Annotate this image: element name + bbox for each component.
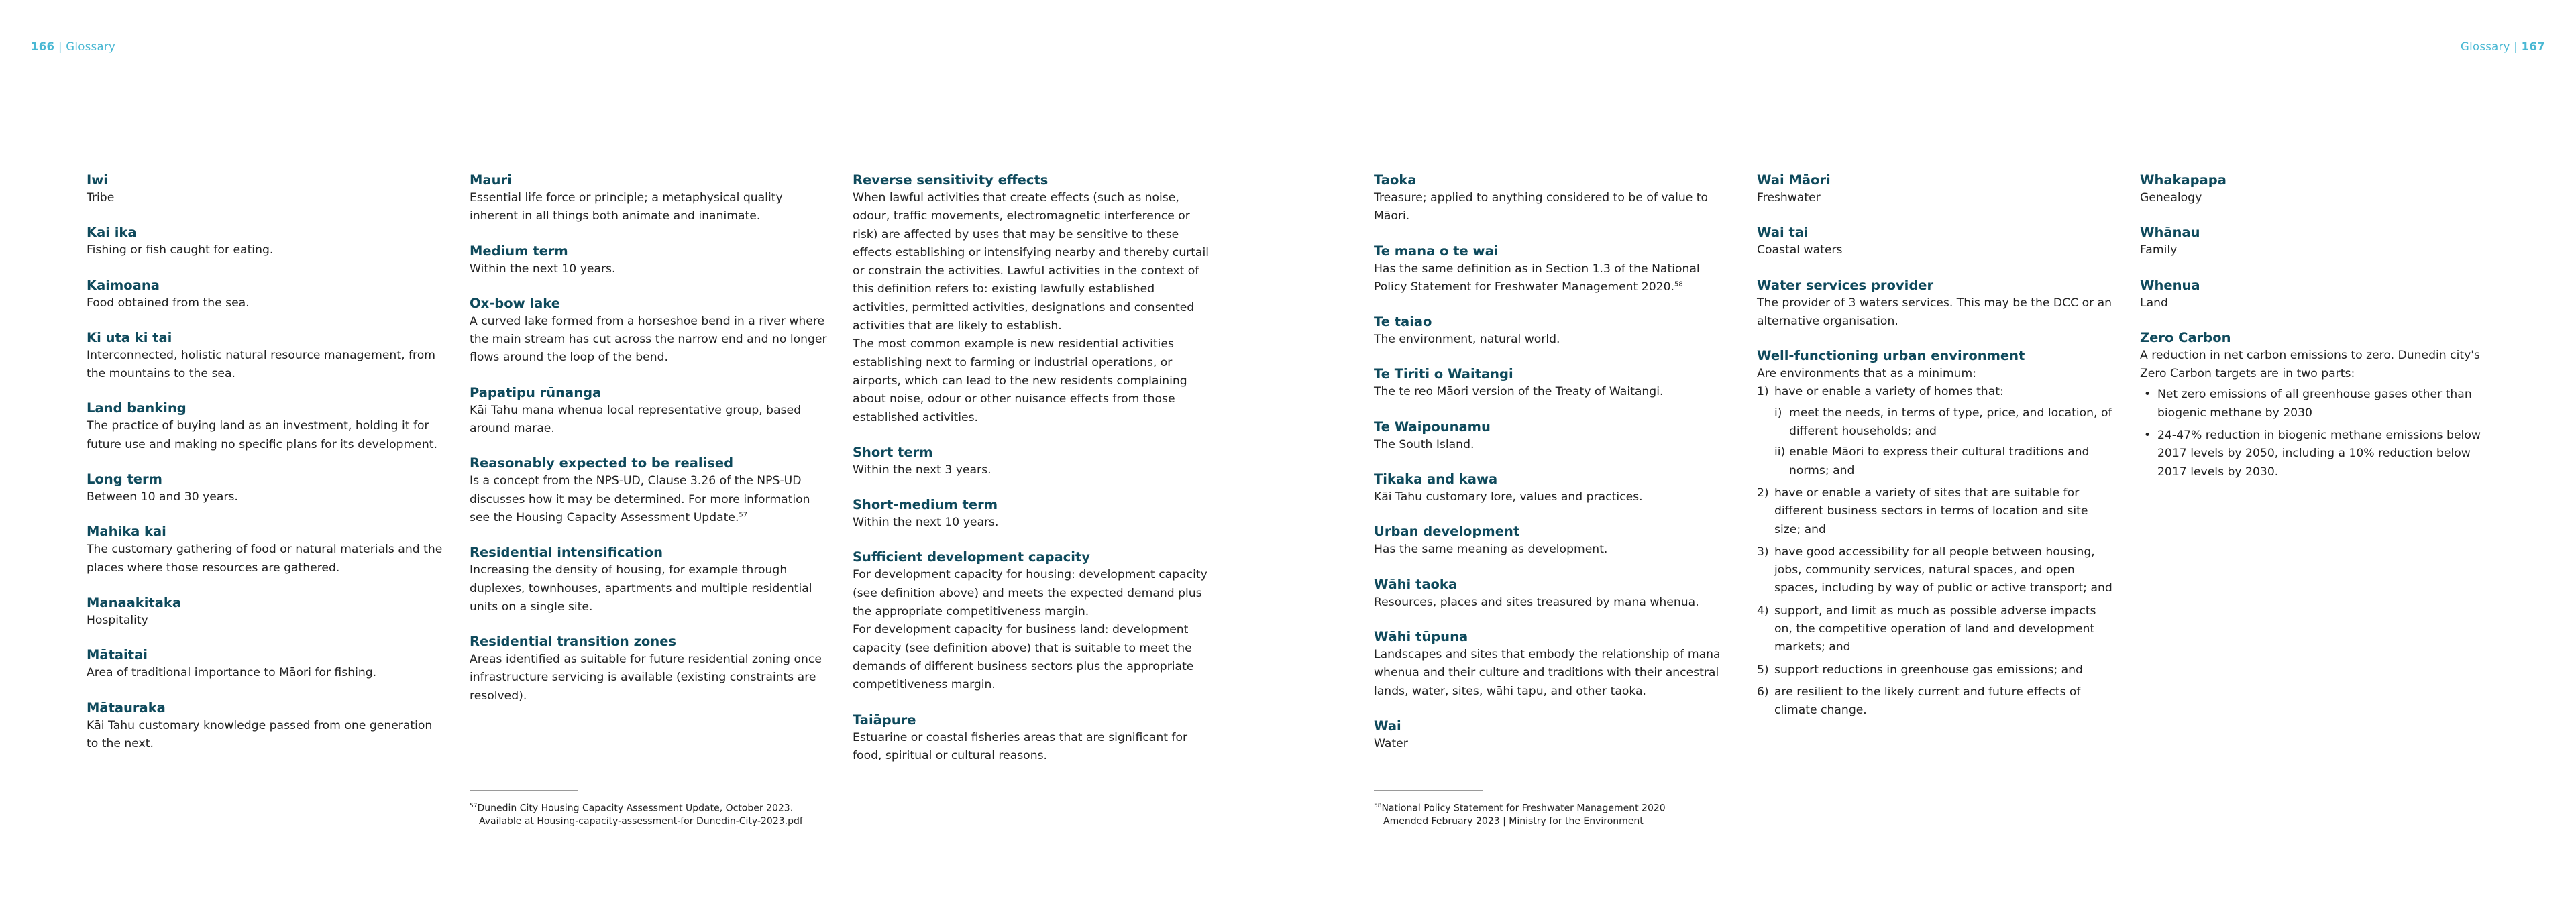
glossary-definition: Coastal waters	[1757, 243, 1843, 258]
glossary-term: Kai ika	[87, 225, 137, 241]
glossary-term: Te Tiriti o Waitangi	[1374, 366, 1513, 382]
folio-separator: |	[58, 40, 62, 53]
glossary-definition: Kāi Tahu customary lore, values and practices.	[1374, 490, 1643, 504]
glossary-definition: Within the next 3 years.	[853, 463, 991, 477]
glossary-definition: Treasure; applied to anything considered to be of value to Māori.	[1374, 191, 1709, 223]
glossary-term: Water services provider	[1757, 277, 1934, 293]
glossary-term: Te taiao	[1374, 314, 1432, 330]
right-page-number: 167	[2521, 40, 2545, 53]
sub-criteria-text: enable Māori to express their cultural traditions and norms; and	[1789, 445, 2090, 477]
glossary-column-1	[87, 171, 445, 769]
glossary-definition: When lawful activities that create effects (such as noise, odour, traffic movements, electromagnetic interference or risk) are affected by uses that may be sensitive to these effects establishing or intensifying nearby and thereby curtail or constrain the activities. Lawful activities in the context of this definition refers to: existing lawfully established activities, permitted activities, designations and consented activities that are likely to establish.	[853, 191, 1210, 333]
glossary-entry	[87, 171, 445, 207]
glossary-term: Tikaka and kawa	[1374, 471, 1498, 488]
glossary-definition: Hospitality	[87, 613, 148, 627]
glossary-term: Land banking	[87, 400, 186, 416]
criteria-text: are resilient to the likely current and future effects of climate change.	[1774, 685, 2081, 718]
glossary-term: Ox-bow lake	[470, 295, 560, 311]
glossary-entry	[853, 496, 1212, 532]
glossary-term: Urban development	[1374, 524, 1520, 540]
glossary-definition: The practice of buying land as an investment, holding it for future use and making no specific plans for its development.	[87, 419, 437, 451]
glossary-term: Whānau	[2140, 225, 2200, 241]
sub-criteria-number: i)	[1774, 406, 1782, 420]
criteria-text: have good accessibility for all people between housing, jobs, community services, natural spaces, and open spaces, including by way of public or active transport; and	[1774, 545, 2112, 595]
glossary-entry	[470, 454, 828, 527]
glossary-term: Short-medium term	[853, 497, 998, 513]
footnote-number: 57	[470, 803, 478, 809]
footnote-text: Amended February 2023 | Ministry for the Environment	[1383, 816, 1644, 828]
glossary-term: Whenua	[2140, 277, 2200, 293]
glossary-column-4	[1374, 171, 1733, 769]
glossary-definition: Within the next 10 years.	[853, 516, 999, 530]
glossary-definition: A curved lake formed from a horseshoe bend in a river where the main stream has cut across the narrow end and no longer flows around the loop of the bend.	[470, 314, 827, 365]
folio-separator: |	[2514, 40, 2518, 53]
criteria-item	[1757, 683, 2116, 720]
glossary-term: Taoka	[1374, 172, 1417, 188]
glossary-entry	[87, 470, 445, 506]
criteria-text: support, and limit as much as possible adverse impacts on, the competitive operation of land and development markets; and	[1774, 604, 2096, 655]
glossary-entry	[87, 699, 445, 754]
glossary-term: Medium term	[470, 243, 568, 259]
criteria-text: have or enable a variety of homes that:	[1774, 385, 2004, 399]
glossary-entry	[1757, 276, 2116, 331]
criteria-item	[1757, 383, 2116, 479]
glossary-definition: The most common example is new residential activities establishing next to farming or industrial operations, or airports, which can lead to the new residents complaining about noise, odour or other nuisance effects from those established activities.	[853, 337, 1187, 424]
glossary-entry	[853, 711, 1212, 766]
glossary-definition: Increasing the density of housing, for example through duplexes, townhouses, apartments and multiple residential units on a single site.	[470, 563, 812, 614]
glossary-definition: Landscapes and sites that embody the relationship of mana whenua and their culture and traditions with their ancestral lands, water, sites, wāhi tapu, and other taoka.	[1374, 647, 1721, 698]
glossary-entry	[470, 632, 828, 705]
footnote-divider	[470, 790, 578, 791]
criteria-text: have or enable a variety of sites that are suitable for different business sectors in terms of location and site size; and	[1774, 486, 2088, 536]
criteria-number: 2)	[1757, 486, 1769, 500]
glossary-term: Wāhi taoka	[1374, 576, 1458, 592]
right-page-folio	[2461, 40, 2545, 53]
criteria-number: 4)	[1757, 604, 1769, 618]
glossary-column-6	[2140, 171, 2499, 498]
glossary-definition: The provider of 3 waters services. This may be the DCC or an alternative organisation.	[1757, 296, 2112, 328]
criteria-number: 5)	[1757, 663, 1769, 677]
criteria-item	[1757, 543, 2116, 598]
left-section-name: Glossary	[66, 40, 116, 53]
footnote-text: Available at Housing-capacity-assessment-for Dunedin-City-2023.pdf	[479, 816, 803, 828]
glossary-definition: Tribe	[87, 191, 115, 205]
glossary-entry	[1757, 171, 2116, 207]
glossary-entry	[87, 646, 445, 682]
glossary-entry	[470, 242, 828, 278]
glossary-term: Residential intensification	[470, 545, 663, 561]
glossary-term: Reverse sensitivity effects	[853, 172, 1049, 188]
glossary-entry	[1374, 242, 1733, 297]
glossary-entry	[87, 223, 445, 260]
glossary-entry	[87, 593, 445, 630]
glossary-entry	[87, 329, 445, 384]
glossary-definition: Freshwater	[1757, 191, 1821, 205]
glossary-entry	[1757, 223, 2116, 260]
glossary-term: Wai Māori	[1757, 172, 1831, 188]
glossary-definition: Are environments that as a minimum:	[1757, 367, 1977, 381]
glossary-term: Short term	[853, 444, 933, 460]
glossary-definition: For development capacity for business land: development capacity (see definition above) that is suitable to meet the demands of different business sectors plus the appropriate competitiveness margin.	[853, 623, 1194, 692]
glossary-entry	[853, 171, 1212, 427]
criteria-item	[1757, 484, 2116, 539]
sub-criteria-item	[1774, 443, 2116, 480]
glossary-definition: Water	[1374, 736, 1408, 750]
glossary-definition: Essential life force or principle; a metaphysical quality inherent in all things both animate and inanimate.	[470, 191, 783, 223]
glossary-term: Sufficient development capacity	[853, 549, 1090, 565]
glossary-entry	[1757, 347, 2116, 720]
glossary-entry	[853, 548, 1212, 694]
glossary-term: Reasonably expected to be realised	[470, 455, 734, 471]
glossary-term: Te Waipounamu	[1374, 418, 1491, 435]
glossary-definition: The environment, natural world.	[1374, 333, 1560, 347]
glossary-term: Kaimoana	[87, 277, 160, 293]
footnote-text: Dunedin City Housing Capacity Assessment Update, October 2023.	[477, 803, 794, 814]
criteria-number: 1)	[1757, 385, 1769, 399]
glossary-column-5	[1757, 171, 2116, 736]
glossary-term: Residential transition zones	[470, 634, 677, 650]
glossary-entry	[470, 384, 828, 439]
glossary-term: Well-functioning urban environment	[1757, 348, 2025, 364]
glossary-definition: The South Island.	[1374, 437, 1474, 451]
glossary-definition: Has the same definition as in Section 1.3 of the National Policy Statement for Freshwater Management 2020.	[1374, 262, 1700, 294]
glossary-definition: The customary gathering of food or natural materials and the places where those resources are gathered.	[87, 543, 443, 575]
glossary-definition: The te reo Māori version of the Treaty of Waitangi.	[1374, 385, 1664, 399]
glossary-definition: Has the same meaning as development.	[1374, 543, 1608, 557]
glossary-entry	[1374, 365, 1733, 401]
target-item: • 24-47% reduction in biogenic methane emissions below 2017 levels by 2050, including a 10% reduction below 2017 levels by 2030.	[2140, 426, 2499, 481]
glossary-term: Manaakitaka	[87, 594, 182, 610]
glossary-entry	[470, 543, 828, 616]
glossary-entry	[1374, 470, 1733, 506]
glossary-definition: Areas identified as suitable for future residential zoning once infrastructure servicing is available (existing constraints are resolved).	[470, 652, 822, 703]
footnote-57	[470, 800, 803, 829]
glossary-definition: Interconnected, holistic natural resource management, from the mountains to the sea.	[87, 348, 435, 381]
criteria-list	[1757, 383, 2116, 720]
glossary-entry	[470, 171, 828, 226]
glossary-entry	[1374, 717, 1733, 753]
glossary-column-2	[470, 171, 828, 722]
glossary-term: Mātaitai	[87, 647, 148, 663]
glossary-term: Iwi	[87, 172, 108, 188]
right-section-name: Glossary	[2460, 40, 2510, 53]
sub-criteria-item	[1774, 404, 2116, 441]
targets-list	[2140, 386, 2499, 481]
glossary-term: Taiāpure	[853, 712, 916, 728]
criteria-item	[1757, 661, 2116, 679]
glossary-entry	[1374, 575, 1733, 612]
glossary-definition: Is a concept from the NPS-UD, Clause 3.26 of the NPS-UD discusses how it may be determined. For more information see the Housing Capacity Assessment Update.	[470, 474, 810, 524]
glossary-entry	[87, 522, 445, 577]
criteria-number: 3)	[1757, 545, 1769, 559]
glossary-entry	[1374, 171, 1733, 226]
glossary-definition: Genealogy	[2140, 191, 2202, 205]
glossary-definition: Fishing or fish caught for eating.	[87, 243, 274, 258]
glossary-term: Te mana o te wai	[1374, 243, 1499, 259]
glossary-term: Mātauraka	[87, 699, 166, 716]
glossary-entry	[470, 294, 828, 367]
target-item: • Net zero emissions of all greenhouse gases other than biogenic methane by 2030	[2140, 386, 2499, 422]
glossary-term: Mauri	[470, 172, 512, 188]
footnote-reference: 57	[739, 511, 748, 519]
glossary-entry	[2140, 276, 2499, 312]
glossary-term: Wāhi tūpuna	[1374, 628, 1468, 644]
criteria-text: support reductions in greenhouse gas emissions; and	[1774, 663, 2083, 677]
glossary-definition: Estuarine or coastal fisheries areas that are significant for food, spiritual or cultural reasons.	[853, 730, 1188, 762]
criteria-item	[1757, 602, 2116, 657]
footnote-58	[1374, 800, 1666, 829]
glossary-entry	[1374, 312, 1733, 349]
footnote-text: National Policy Statement for Freshwater Management 2020	[1381, 803, 1666, 814]
sub-criteria-number: ii)	[1774, 445, 1786, 459]
glossary-entry	[853, 443, 1212, 479]
glossary-definition: For development capacity for housing: development capacity (see definition above) and meets the expected demand plus the appropriate competitiveness margin.	[853, 568, 1208, 619]
sub-criteria-list	[1774, 404, 2116, 480]
left-page-number: 166	[31, 40, 55, 53]
glossary-definition: Land	[2140, 296, 2168, 310]
glossary-entry	[1374, 522, 1733, 559]
footnote-reference: 58	[1674, 280, 1683, 288]
glossary-definition: Resources, places and sites treasured by mana whenua.	[1374, 595, 1699, 609]
glossary-entry	[1374, 628, 1733, 701]
glossary-term: Mahika kai	[87, 524, 166, 540]
glossary-term: Long term	[87, 471, 162, 488]
glossary-definition: Between 10 and 30 years.	[87, 490, 238, 504]
footnote-divider	[1374, 790, 1483, 791]
glossary-definition: Area of traditional importance to Māori for fishing.	[87, 666, 377, 680]
glossary-term: Wai tai	[1757, 225, 1809, 241]
glossary-term: Papatipu rūnanga	[470, 384, 602, 400]
criteria-number: 6)	[1757, 685, 1769, 699]
glossary-entry	[2140, 223, 2499, 260]
glossary-definition: Family	[2140, 243, 2178, 258]
glossary-entry	[1374, 418, 1733, 454]
glossary-entry	[2140, 171, 2499, 207]
glossary-definition: Food obtained from the sea.	[87, 296, 250, 310]
glossary-column-3	[853, 171, 1212, 781]
footnote-number: 58	[1374, 803, 1382, 809]
glossary-definition: Kāi Tahu mana whenua local representative group, based around marae.	[470, 403, 802, 436]
left-page-folio	[31, 40, 115, 53]
glossary-entry	[87, 399, 445, 454]
glossary-definition: A reduction in net carbon emissions to zero. Dunedin city's Zero Carbon targets are in two parts:	[2140, 348, 2480, 381]
glossary-term: Zero Carbon	[2140, 329, 2231, 345]
glossary-term: Ki uta ki tai	[87, 329, 172, 345]
glossary-entry	[87, 276, 445, 312]
glossary-term: Wai	[1374, 718, 1401, 734]
glossary-definition: Within the next 10 years.	[470, 262, 616, 276]
glossary-definition: Kāi Tahu customary knowledge passed from one generation to the next.	[87, 718, 433, 750]
glossary-entry	[2140, 329, 2499, 481]
sub-criteria-text: meet the needs, in terms of type, price, and location, of different households; and	[1789, 406, 2112, 439]
glossary-term: Whakapapa	[2140, 172, 2226, 188]
